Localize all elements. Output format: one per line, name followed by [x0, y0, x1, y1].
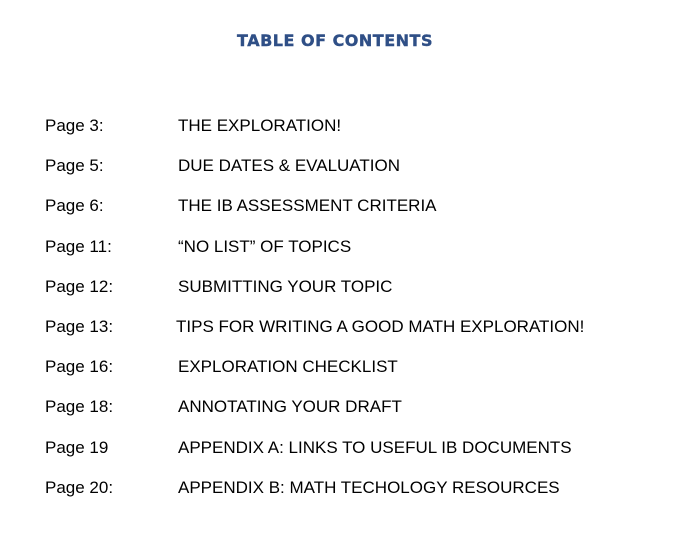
toc-title: TABLE OF CONTENTS	[237, 31, 433, 50]
toc-topic: THE IB ASSESSMENT CRITERIA	[178, 196, 437, 216]
toc-row	[45, 227, 665, 267]
toc-row	[45, 146, 665, 186]
toc-topic: DUE DATES & EVALUATION	[178, 156, 400, 176]
toc-page-number: Page 12:	[45, 276, 114, 296]
toc-page-number: Page 11:	[45, 236, 112, 256]
toc-page-number: Page 6:	[45, 196, 104, 216]
toc-page-number: Page 3:	[45, 116, 104, 136]
toc-page-number: Page 20:	[45, 477, 114, 497]
toc-row	[45, 307, 665, 347]
toc-page-number: Page 16:	[45, 357, 114, 377]
toc-page-number: Page 18:	[45, 397, 114, 417]
toc-topic: APPENDIX A: LINKS TO USEFUL IB DOCUMENTS	[178, 437, 572, 457]
toc-topic: ANNOTATING YOUR DRAFT	[178, 397, 402, 417]
toc-page-number: Page 13:	[45, 317, 114, 337]
toc-row	[45, 267, 665, 307]
toc-row	[45, 347, 665, 387]
toc-row	[45, 428, 665, 468]
toc-list	[45, 106, 665, 508]
toc-row	[45, 106, 665, 146]
toc-row	[45, 186, 665, 226]
toc-topic: TIPS FOR WRITING A GOOD MATH EXPLORATION!	[176, 317, 585, 337]
toc-topic: SUBMITTING YOUR TOPIC	[178, 276, 393, 296]
toc-topic: “NO LIST” OF TOPICS	[178, 236, 352, 256]
toc-row	[45, 387, 665, 427]
toc-row	[45, 468, 665, 508]
toc-topic: APPENDIX B: MATH TECHOLOGY RESOURCES	[178, 477, 560, 497]
toc-page-number: Page 5:	[45, 156, 104, 176]
toc-topic: EXPLORATION CHECKLIST	[178, 357, 398, 377]
toc-page-number: Page 19	[45, 437, 109, 457]
toc-topic: THE EXPLORATION!	[178, 116, 342, 136]
